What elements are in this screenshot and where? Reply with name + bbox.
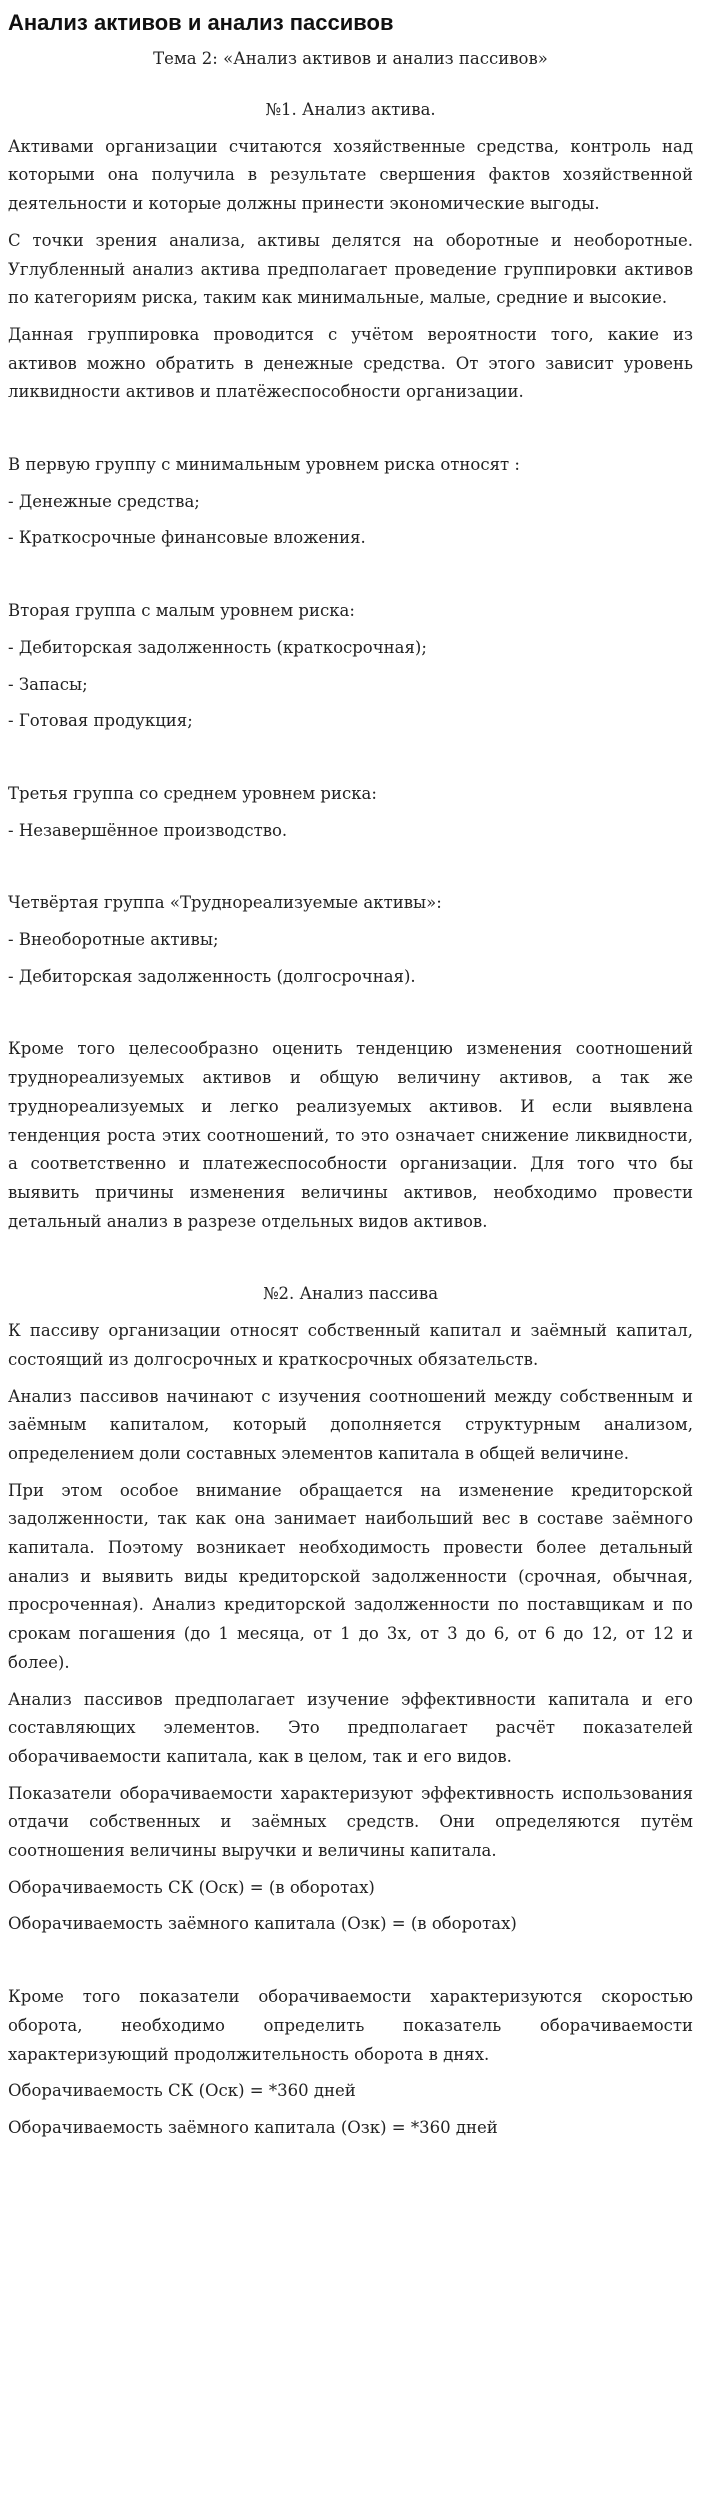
paragraph: Активами организации считаются хозяйственные средства, контроль над которыми она получила в результате свершения фактов хозяйственной деятельности и которые должны принести экономические выгоды.: [8, 136, 693, 214]
group-2-title: Вторая группа с малым уровнем риска:: [8, 601, 355, 621]
paragraph: Данная группировка проводится с учётом вероятности того, какие из активов можно обратить в денежные средства. От этого зависит уровень ликвидности активов и платёжеспособности организации.: [8, 324, 693, 402]
paragraph: К пассиву организации относят собственный капитал и заёмный капитал, состоящий из долгосрочных и краткосрочных обязательств.: [8, 1321, 693, 1369]
paragraph: Кроме того показатели оборачиваемости характеризуются скоростью оборота, необходимо определить показатель оборачиваемости характеризующий продолжительность оборота в днях.: [8, 1987, 693, 2064]
formula-line: Оборачиваемость СК (Оск) = (в оборотах): [8, 1877, 375, 1897]
list-item: - Дебиторская задолженность (долгосрочная).: [8, 966, 416, 986]
paragraph: Анализ пассивов начинают с изучения соотношений между собственным и заёмным капиталом, который дополняется структурным анализом, определением доли составных элементов капитала в общей величине.: [8, 1386, 693, 1463]
list-item: - Внеоборотные активы;: [8, 930, 219, 950]
paragraph: С точки зрения анализа, активы делятся на оборотные и необоротные. Углубленный анализ актива предполагает проведение группировки активов по категориям риска, таким как минимальные, малые, средние и высокие.: [8, 230, 693, 308]
list-item: - Краткосрочные финансовые вложения.: [8, 528, 366, 548]
paragraph: При этом особое внимание обращается на изменение кредиторской задолженности, так как она занимает наибольший вес в составе заёмного капитала. Поэтому возникает необходимость провести более детальный анализ и выявить виды кредиторской задолженности (срочная, обычная, просроченная). Анализ кредиторской задолженности по поставщикам и по срокам погашения (до 1 месяца, от 1 до 3х, от 3 до 6, от 6 до 12, от 12 и более).: [8, 1480, 693, 1672]
paragraph: Кроме того целесообразно оценить тенденцию изменения соотношений труднореализуемых активов и общую величину активов, а так же труднореализуемых и легко реализуемых активов. И если выявлена тенденция роста этих соотношений, то это означает снижение ликвидности, а соответственно и платежеспособности организации. Для того что бы выявить причины изменения величины активов, необходимо провести детальный анализ в разрезе отдельных видов активов.: [8, 1039, 693, 1231]
group-3-title: Третья группа со среднем уровнем риска:: [8, 783, 377, 803]
group-4-title: Четвёртая группа «Труднореализуемые активы»:: [8, 893, 442, 913]
paragraph: Показатели оборачиваемости характеризуют эффективность использования отдачи собственных и заёмных средств. Они определяются путём соотношения величины выручки и величины капитала.: [8, 1783, 693, 1861]
list-item: - Денежные средства;: [8, 491, 200, 511]
topic-subtitle: Тема 2: «Анализ активов и анализ пассивов»: [153, 49, 548, 68]
list-item: - Незавершённое производство.: [8, 820, 288, 840]
section-1-heading: №1. Анализ актива.: [265, 100, 436, 119]
list-item: - Запасы;: [8, 674, 88, 694]
formula-line: Оборачиваемость заёмного капитала (Озк) = *360 дней: [8, 2117, 498, 2137]
list-item: - Дебиторская задолженность (краткосрочная);: [8, 637, 427, 657]
group-1-title: В первую группу с минимальным уровнем риска относят :: [8, 455, 520, 475]
formula-line: Оборачиваемость заёмного капитала (Озк) = (в оборотах): [8, 1914, 517, 1934]
formula-line: Оборачиваемость СК (Оск) = *360 дней: [8, 2081, 356, 2101]
page-title: Анализ активов и анализ пассивов: [8, 10, 394, 35]
section-2-heading: №2. Анализ пассива: [262, 1284, 439, 1304]
paragraph: Анализ пассивов предполагает изучение эффективности капитала и его составляющих элементов. Это предполагает расчёт показателей оборачиваемости капитала, как в целом, так и его видов.: [8, 1689, 693, 1766]
list-item: - Готовая продукция;: [8, 711, 193, 731]
